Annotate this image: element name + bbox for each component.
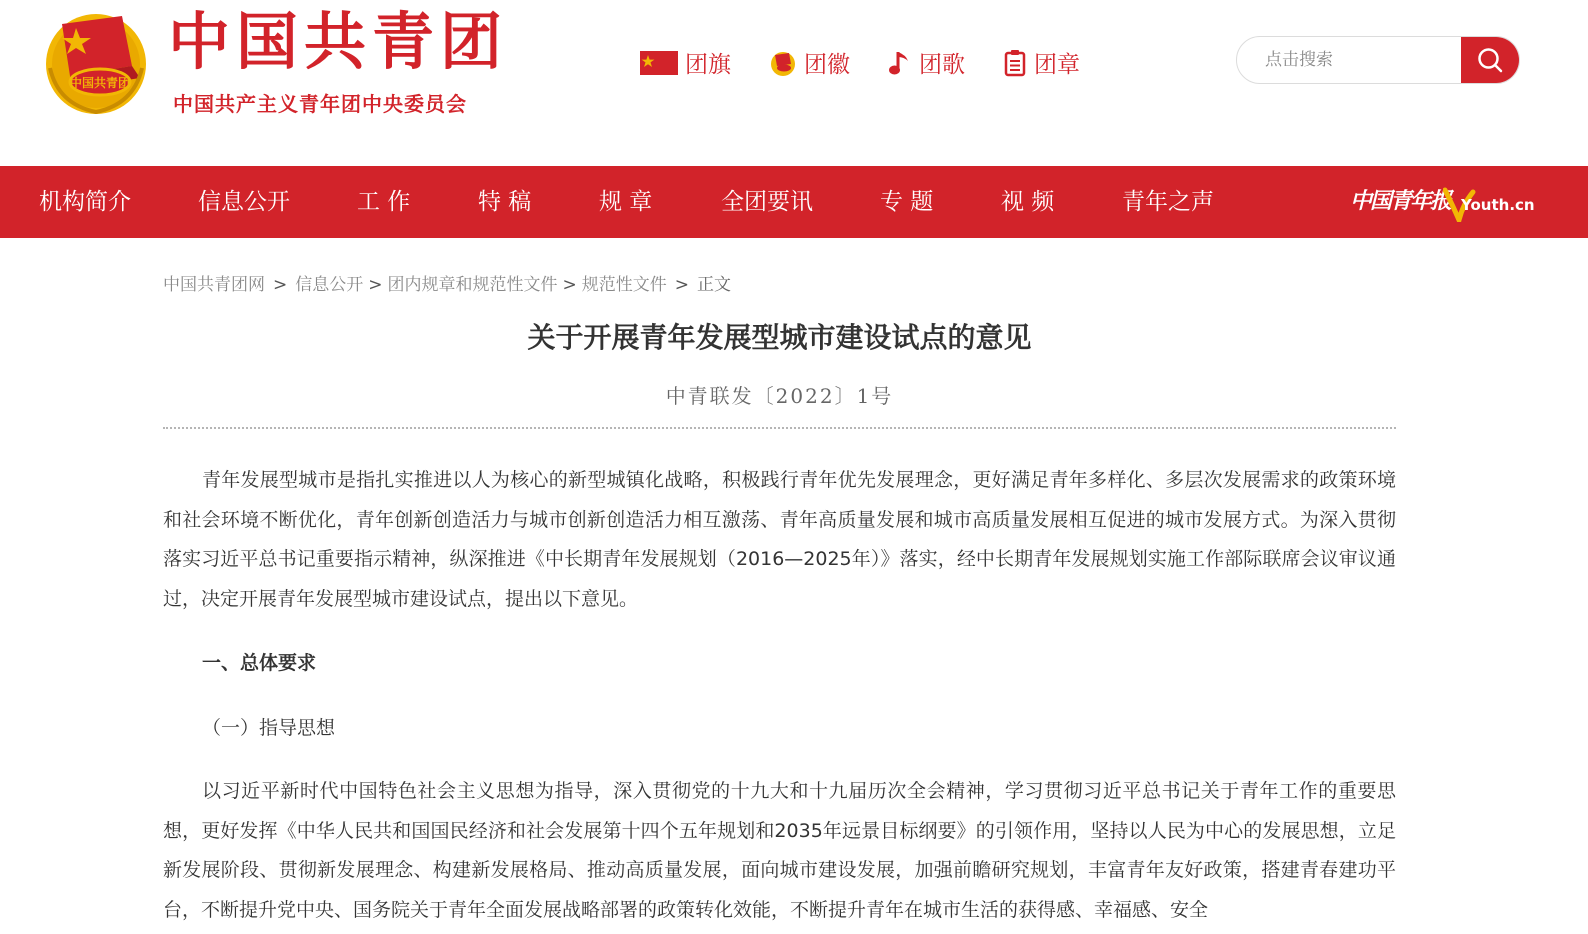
symbol-link-flag[interactable] — [640, 46, 731, 79]
nav-item-videos[interactable]: 视 频 — [1001, 189, 1055, 215]
breadcrumb-current: 正文 — [697, 275, 731, 295]
youth-cn-label: Youth.cn — [1461, 196, 1535, 214]
symbol-link-emblem[interactable] — [769, 46, 850, 79]
nav-item-work[interactable]: 工 作 — [357, 189, 411, 215]
search-input[interactable] — [1237, 37, 1461, 83]
breadcrumb-item-normative-docs[interactable]: 规范性文件 — [581, 275, 667, 295]
symbol-label: 团歌 — [919, 52, 965, 78]
breadcrumb-item-regulations[interactable]: 团内规章和规范性文件 — [387, 275, 558, 295]
communist-youth-league-emblem-logo[interactable] — [40, 6, 152, 118]
nav-item-league-news[interactable]: 全团要讯 — [721, 189, 813, 215]
main-nav — [0, 166, 1588, 238]
nav-item-features[interactable]: 特 稿 — [478, 189, 532, 215]
breadcrumb-separator: > — [368, 275, 383, 295]
symbol-link-constitution[interactable] — [1003, 46, 1080, 79]
symbol-label: 团徽 — [804, 52, 850, 78]
symbol-link-anthem[interactable] — [888, 46, 965, 79]
article-paragraph-intro: 青年发展型城市是指扎实推进以人为核心的新型城镇化战略，积极践行青年优先发展理念，更好满足青年多样化、多层次发展需求的政策环境和社会环境不断优化，青年创新创造活力与城市创新创造活力相互激荡、青年高质量发展和城市高质量发展相互促进的城市发展方式。为深入贯彻落实习近平总书记重要指示精神，纵深推进《中长期青年发展规划（2016—2025年）》落实，经中长期青年发展规划实施工作部际联席会议审议通过，决定开展青年发展型城市建设试点，提出以下意见。 — [163, 469, 1396, 610]
search-button[interactable] — [1461, 37, 1519, 83]
brand-title[interactable]: 中国共青团 — [168, 5, 509, 78]
music-note-icon — [888, 49, 912, 77]
document-number: 中青联发〔2022〕1号 — [665, 384, 894, 408]
nav-item-topics[interactable]: 专 题 — [880, 189, 934, 215]
breadcrumb-separator: > — [674, 275, 689, 295]
flag-icon — [640, 51, 678, 75]
breadcrumb-separator: > — [273, 275, 288, 295]
league-symbols-links — [640, 46, 1080, 79]
document-icon — [1003, 49, 1027, 77]
nav-item-information[interactable]: 信息公开 — [198, 189, 290, 215]
nav-item-regulations[interactable]: 规 章 — [599, 189, 653, 215]
subsection-heading: （一）指导思想 — [202, 717, 336, 739]
breadcrumb-item-information[interactable]: 信息公开 — [295, 275, 364, 295]
symbol-label: 团旗 — [685, 52, 731, 78]
search-icon — [1476, 46, 1504, 74]
symbol-label: 团章 — [1034, 52, 1080, 78]
nav-item-about[interactable]: 机构简介 — [39, 189, 131, 215]
breadcrumb-item-home[interactable]: 中国共青团网 — [163, 275, 265, 295]
title-divider — [163, 427, 1396, 429]
emblem-text: 中国共青团 — [69, 76, 131, 90]
article-title: 关于开展青年发展型城市建设试点的意见 — [527, 321, 1032, 354]
section-heading: 一、总体要求 — [202, 652, 317, 674]
emblem-icon — [769, 49, 797, 77]
site-header — [0, 0, 1588, 166]
nav-item-youth-voice[interactable]: 青年之声 — [1122, 189, 1214, 215]
zhongguo-qingnianbao-logo[interactable]: 中国青年报 — [1350, 188, 1451, 214]
breadcrumb-separator: > — [562, 275, 577, 295]
youth-cn-logo[interactable] — [1443, 186, 1535, 226]
breadcrumb — [163, 270, 731, 295]
article-paragraph-guiding-ideology: 以习近平新时代中国特色社会主义思想为指导，深入贯彻党的十九大和十九届历次全会精神，学习贯彻习近平总书记关于青年工作的重要思想，更好发挥《中华人民共和国国民经济和社会发展第十四个五年规划和2035年远景目标纲要》的引领作用，坚持以人民为中心的发展思想，立足新发展阶段、贯彻新发展理念、构建新发展格局、推动高质量发展，面向城市建设发展，加强前瞻研究规划，丰富青年友好政策，搭建青春建功平台，不断提升党中央、国务院关于青年全面发展战略部署的政策转化效能，不断提升青年在城市生活的获得感、幸福感、安全 — [163, 780, 1396, 921]
search-box — [1236, 36, 1520, 84]
brand-subtitle: 中国共产主义青年团中央委员会 — [173, 92, 467, 116]
